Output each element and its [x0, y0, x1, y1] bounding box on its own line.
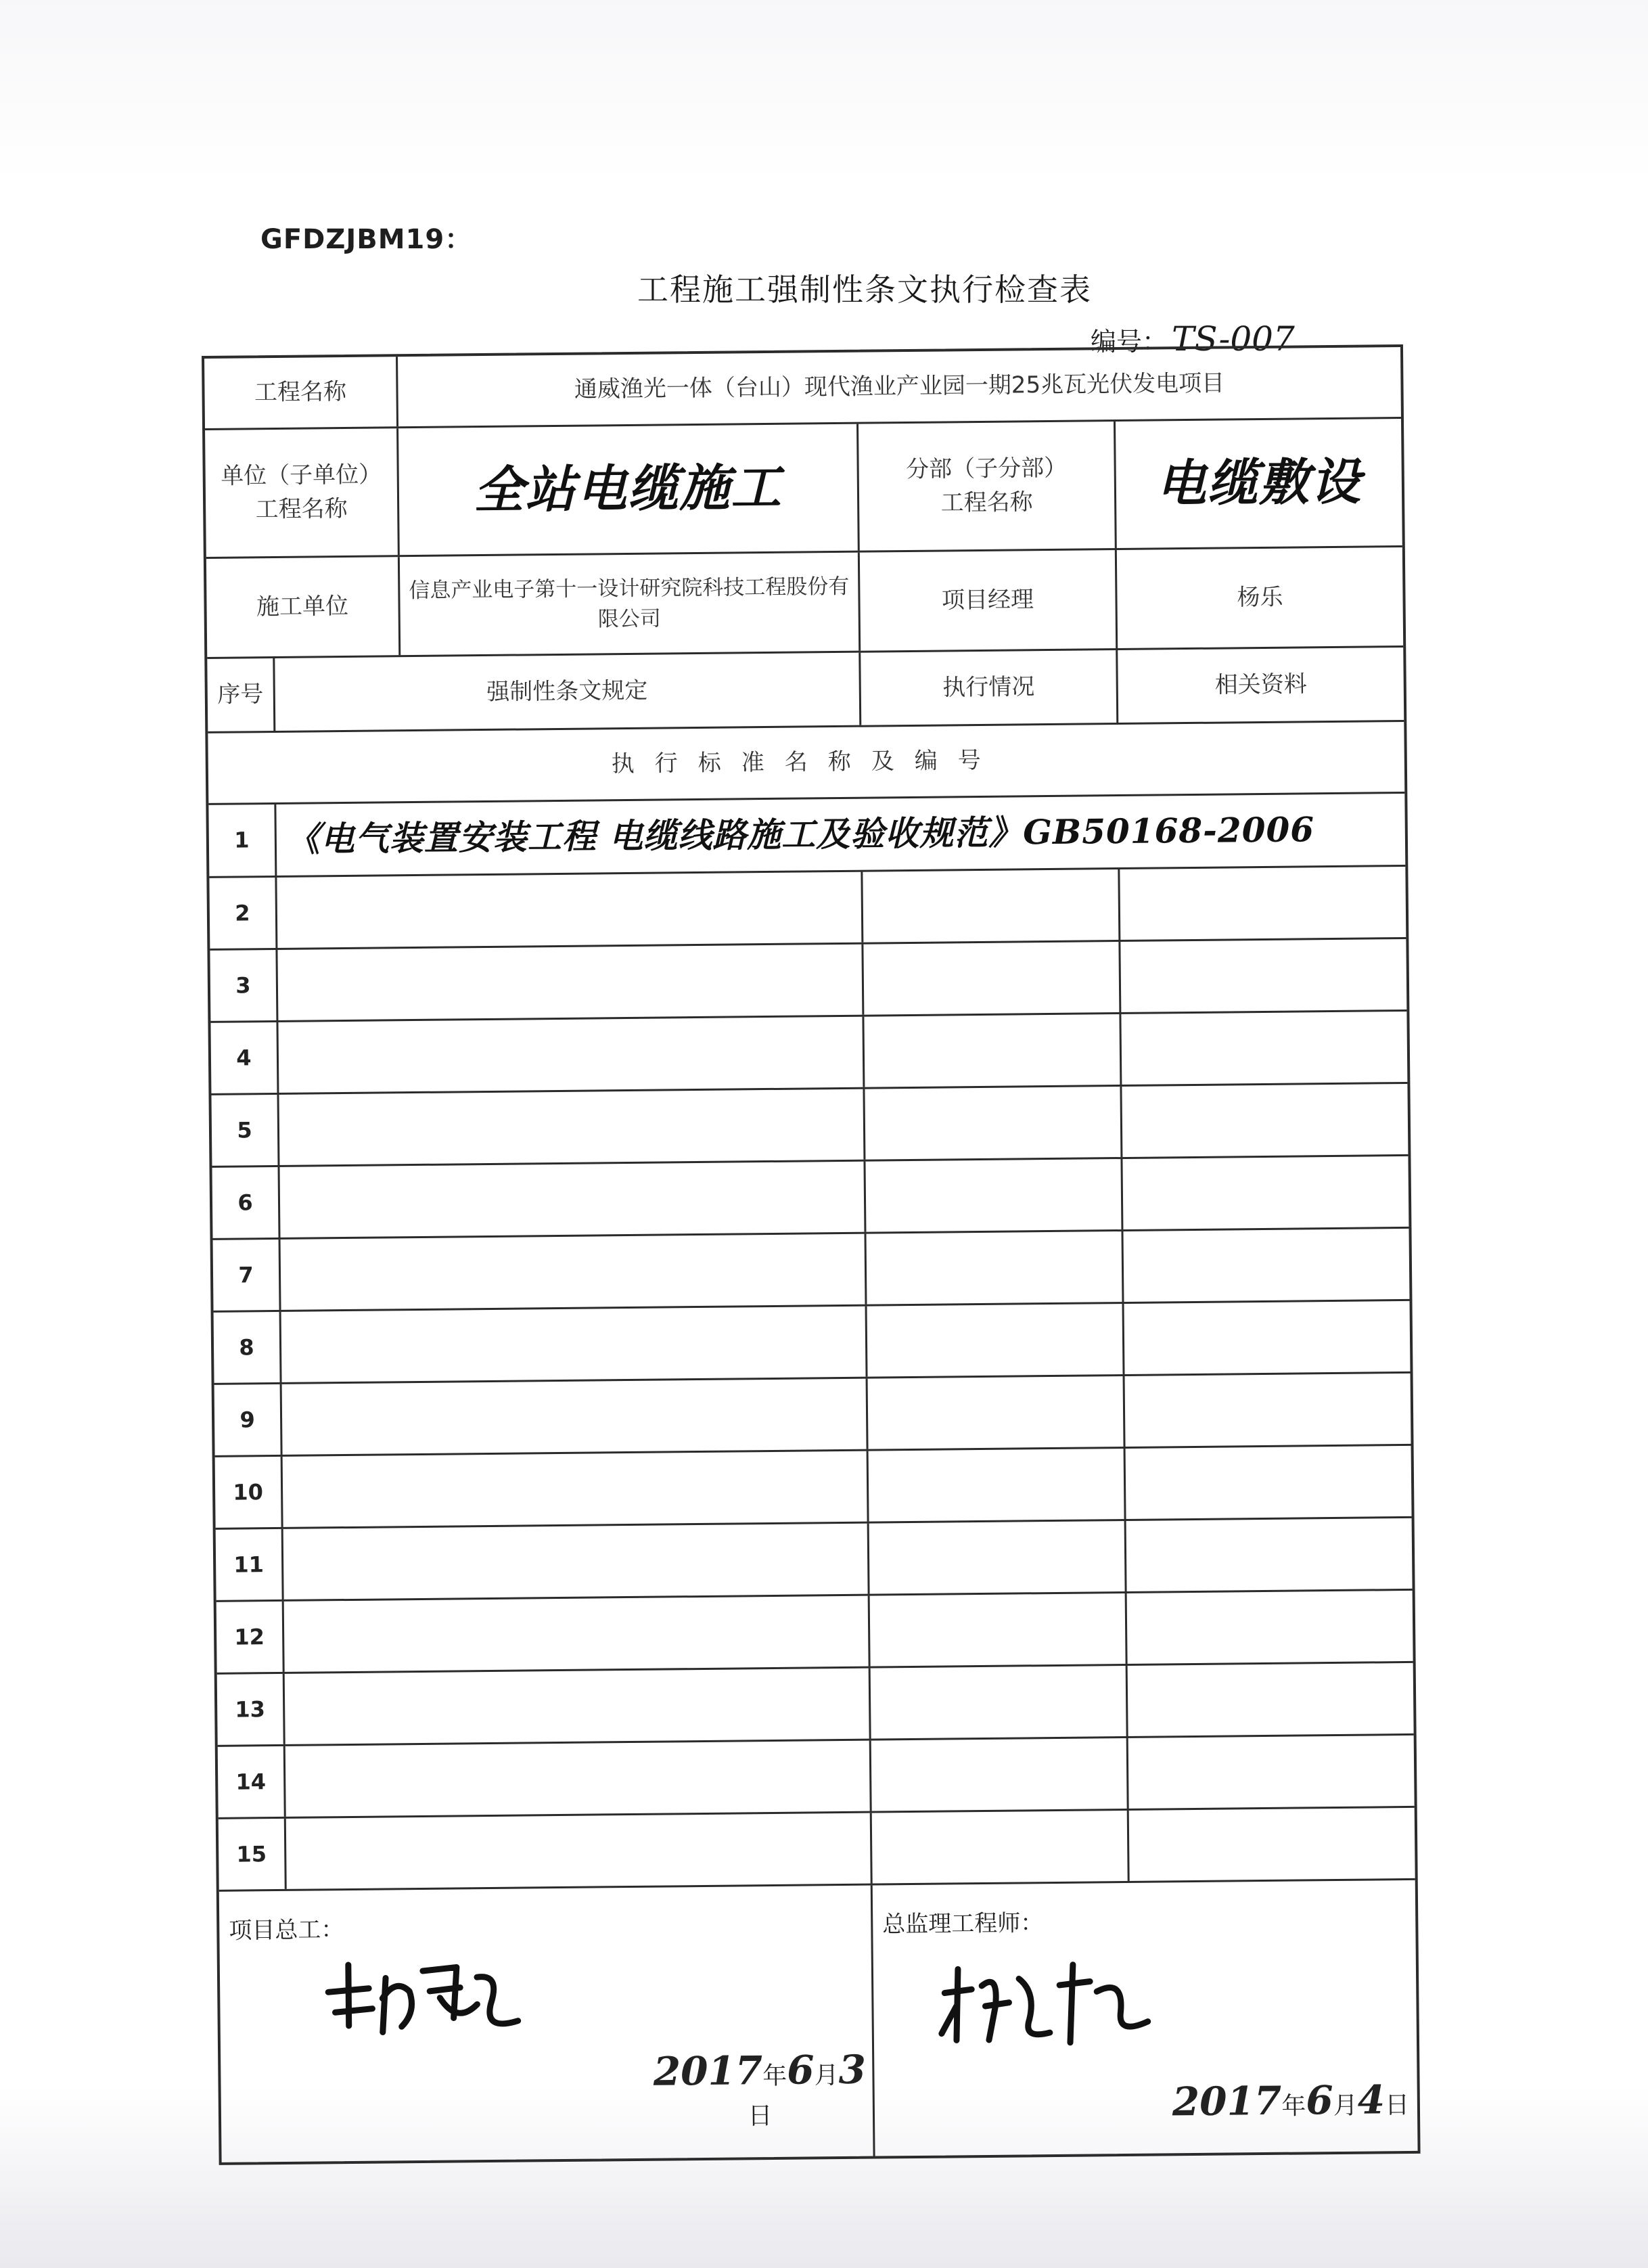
provision-cell [277, 872, 863, 948]
standard-header-row [208, 722, 1404, 805]
table-row [210, 939, 1406, 1023]
materials-cell [1129, 1808, 1415, 1881]
chief-supervisor-sign-box [873, 1880, 1418, 2156]
manager-label: 项目经理 [860, 550, 1118, 651]
provision-cell [285, 1669, 871, 1744]
project-name-value: 通威渔光一体（台山）现代渔业产业园一期25兆瓦光伏发电项目 [574, 369, 1225, 403]
manager-value: 杨乐 [1237, 583, 1283, 612]
materials-cell [1123, 1229, 1409, 1302]
materials-cell [1126, 1518, 1413, 1591]
table-row [219, 1808, 1415, 1892]
provision-cell [277, 945, 864, 1020]
unit-name-value: 全站电缆施工 [398, 424, 860, 555]
materials-cell [1121, 1012, 1407, 1085]
materials-cell [1128, 1736, 1415, 1809]
row-number: 15 [219, 1819, 287, 1890]
serial-value: TS-007 [1172, 319, 1295, 359]
status-cell [871, 1738, 1129, 1811]
row-number: 11 [216, 1529, 284, 1600]
table-row [214, 1374, 1411, 1457]
sub-unit-value: 电缆敷设 [1155, 453, 1363, 514]
col-status: 执行情况 [861, 650, 1118, 725]
provision-cell [283, 1451, 869, 1527]
table-row [218, 1736, 1415, 1819]
contractor-value: 信息产业电子第十一设计研究院科技工程股份有限公司 [400, 553, 861, 656]
materials-cell [1122, 1156, 1409, 1229]
table-row [214, 1301, 1411, 1385]
year-char: 年 [762, 2062, 787, 2090]
provision-cell [282, 1379, 869, 1455]
year-char: 年 [1281, 2092, 1306, 2120]
provision-cell [285, 1741, 872, 1817]
row-number: 14 [218, 1746, 286, 1817]
row-number: 2 [209, 878, 277, 949]
provision-cell [281, 1234, 867, 1310]
status-cell [868, 1376, 1126, 1449]
materials-cell [1126, 1446, 1412, 1519]
table-row [211, 1084, 1408, 1168]
chief-engineer-label: 项目总工： [229, 1916, 344, 1945]
status-cell [867, 1231, 1124, 1305]
standard-header: 执行标准名称及编号 [611, 746, 1001, 778]
col-seq: 序号 [207, 658, 275, 731]
materials-cell [1128, 1663, 1414, 1736]
status-cell [871, 1666, 1128, 1739]
serial-label: 编号： [1091, 327, 1168, 357]
form-code: GFDZJBM19： [260, 224, 473, 255]
status-cell [867, 1304, 1125, 1377]
table-row [216, 1591, 1413, 1675]
form-title: 工程施工强制性条文执行检查表 [637, 271, 1092, 308]
status-cell [865, 1159, 1123, 1232]
date-year: 2017 [653, 2047, 763, 2095]
materials-cell [1124, 1301, 1411, 1374]
status-cell [869, 1521, 1127, 1594]
project-row [204, 347, 1401, 430]
materials-cell [1120, 867, 1406, 940]
materials-cell [1122, 1084, 1408, 1157]
materials-cell [1120, 939, 1406, 1012]
date-day: 3 [838, 2046, 867, 2093]
provision-cell [286, 1813, 873, 1889]
status-cell [870, 1593, 1128, 1666]
row-number: 4 [210, 1022, 279, 1093]
table-row [208, 794, 1405, 878]
materials-cell [1127, 1591, 1413, 1664]
row-number: 12 [216, 1602, 285, 1673]
date-month: 6 [786, 2047, 815, 2093]
row-number: 1 [208, 804, 277, 876]
chief-engineer-sign-box [219, 1886, 875, 2162]
row-number: 7 [213, 1240, 281, 1311]
chief-supervisor-date [1172, 2071, 1409, 2130]
row-number: 13 [217, 1674, 285, 1745]
chief-engineer-date [647, 2041, 873, 2135]
materials-cell [1125, 1374, 1411, 1447]
status-cell [863, 942, 1121, 1015]
table-row [217, 1663, 1414, 1747]
table-row [216, 1518, 1413, 1602]
row-number: 9 [214, 1384, 283, 1455]
provision-cell [280, 1162, 867, 1238]
inspection-table [202, 344, 1421, 2165]
table-row [209, 867, 1406, 951]
col-provision: 强制性条文规定 [275, 653, 861, 731]
date-month: 6 [1305, 2077, 1333, 2124]
row-number: 5 [211, 1095, 279, 1166]
provision-cell [279, 1089, 865, 1165]
chief-engineer-signature [321, 1949, 539, 2053]
unit-name-label: 单位（子单位） 工程名称 [205, 428, 400, 557]
status-cell [864, 1014, 1122, 1087]
day-char: 日 [748, 2102, 773, 2131]
chief-supervisor-signature [934, 1957, 1158, 2054]
row-number: 6 [212, 1167, 281, 1238]
table-row [213, 1229, 1410, 1313]
provision-cell [283, 1524, 870, 1600]
column-header-row [207, 648, 1404, 733]
day-char: 日 [1384, 2091, 1410, 2120]
unit-row [205, 419, 1402, 559]
row-number: 8 [214, 1312, 282, 1383]
contractor-row [206, 547, 1403, 659]
table-row [215, 1446, 1412, 1530]
project-name-label: 工程名称 [204, 357, 398, 428]
status-cell [863, 869, 1120, 943]
date-year: 2017 [1172, 2077, 1282, 2125]
status-cell [869, 1449, 1126, 1522]
provision-cell [278, 1017, 865, 1093]
month-char: 月 [1333, 2091, 1358, 2120]
sub-unit-label: 分部（子分部） 工程名称 [859, 422, 1117, 551]
contractor-label: 施工单位 [206, 557, 400, 657]
status-cell [872, 1811, 1130, 1884]
status-cell [865, 1087, 1122, 1160]
provision-cell [281, 1307, 868, 1382]
row-number: 10 [215, 1457, 283, 1528]
table-row [210, 1012, 1407, 1095]
signature-row [219, 1880, 1418, 2162]
standard-entry: 《电气装置安装工程 电缆线路施工及验收规范》GB50168-2006 [285, 809, 1315, 860]
date-day: 4 [1357, 2077, 1386, 2123]
provision-cell [284, 1596, 871, 1672]
row-number: 3 [210, 950, 278, 1021]
month-char: 月 [814, 2061, 839, 2090]
table-row [212, 1156, 1409, 1240]
chief-supervisor-label: 总监理工程师： [882, 1909, 1044, 1938]
col-materials: 相关资料 [1214, 671, 1307, 699]
